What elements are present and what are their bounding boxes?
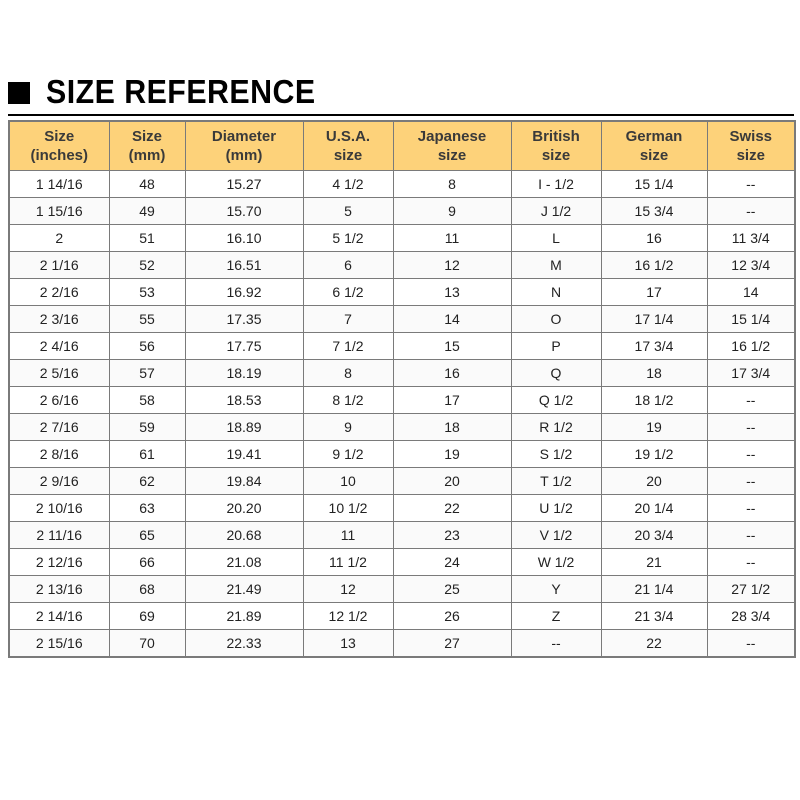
table-cell: 1 14/16	[9, 171, 109, 198]
column-header-line: size	[541, 147, 571, 164]
table-cell: 2 6/16	[9, 387, 109, 414]
table-cell: R 1/2	[511, 414, 601, 441]
table-row	[9, 198, 795, 225]
table-cell: 58	[109, 387, 185, 414]
table-row	[9, 441, 795, 468]
table-cell: 7	[303, 306, 393, 333]
page-title: SIZE REFERENCE	[46, 73, 316, 110]
table-cell: 16.51	[185, 252, 303, 279]
table-cell: 65	[109, 522, 185, 549]
table-cell: 7 1/2	[303, 333, 393, 360]
table-cell: --	[707, 495, 795, 522]
table-cell: 2 2/16	[9, 279, 109, 306]
table-cell: 69	[109, 603, 185, 630]
table-cell: 9	[303, 414, 393, 441]
table-cell: 59	[109, 414, 185, 441]
table-cell: 22	[601, 630, 707, 658]
table-cell: 55	[109, 306, 185, 333]
table-cell: 2 14/16	[9, 603, 109, 630]
table-cell: 14	[707, 279, 795, 306]
table-row	[9, 252, 795, 279]
table-row	[9, 279, 795, 306]
table-cell: 14	[393, 306, 511, 333]
table-cell: U 1/2	[511, 495, 601, 522]
table-cell: M	[511, 252, 601, 279]
table-cell: 56	[109, 333, 185, 360]
table-cell: 4 1/2	[303, 171, 393, 198]
table-cell: Y	[511, 576, 601, 603]
table-cell: 16 1/2	[707, 333, 795, 360]
table-cell: 18.89	[185, 414, 303, 441]
table-cell: 52	[109, 252, 185, 279]
table-cell: 27	[393, 630, 511, 658]
table-cell: 21	[601, 549, 707, 576]
column-header-line: (mm)	[128, 147, 166, 164]
table-row	[9, 225, 795, 252]
table-row	[9, 630, 795, 658]
table-cell: --	[707, 522, 795, 549]
table-cell: 22.33	[185, 630, 303, 658]
table-cell: 6 1/2	[303, 279, 393, 306]
table-cell: 2 12/16	[9, 549, 109, 576]
table-cell: 11 1/2	[303, 549, 393, 576]
table-cell: 15	[393, 333, 511, 360]
table-cell: 51	[109, 225, 185, 252]
table-cell: 17.35	[185, 306, 303, 333]
column-header-line: U.S.A.	[325, 128, 371, 145]
table-cell: 2 9/16	[9, 468, 109, 495]
table-cell: 17	[601, 279, 707, 306]
table-cell: 15 3/4	[601, 198, 707, 225]
column-header	[109, 121, 185, 171]
ring-size-table	[8, 120, 796, 658]
table-cell: Q	[511, 360, 601, 387]
table-cell: 16	[393, 360, 511, 387]
table-cell: 26	[393, 603, 511, 630]
table-cell: 20	[393, 468, 511, 495]
column-header-line: Japanese	[417, 128, 487, 145]
table-cell: 20 1/4	[601, 495, 707, 522]
table-cell: 18.53	[185, 387, 303, 414]
table-cell: 6	[303, 252, 393, 279]
table-cell: 2 3/16	[9, 306, 109, 333]
table-cell: 17 3/4	[707, 360, 795, 387]
table-cell: --	[707, 171, 795, 198]
table-cell: --	[707, 549, 795, 576]
table-cell: 12 3/4	[707, 252, 795, 279]
table-row	[9, 522, 795, 549]
table-cell: 19.84	[185, 468, 303, 495]
table-row	[9, 549, 795, 576]
table-cell: 19	[393, 441, 511, 468]
table-cell: 17	[393, 387, 511, 414]
table-cell: --	[707, 441, 795, 468]
table-cell: --	[707, 198, 795, 225]
header-row	[9, 121, 795, 171]
column-header-line: German	[625, 128, 683, 145]
table-cell: 57	[109, 360, 185, 387]
table-cell: 17 1/4	[601, 306, 707, 333]
column-header-line: Diameter	[211, 128, 277, 145]
table-cell: 2 5/16	[9, 360, 109, 387]
table-cell: 27 1/2	[707, 576, 795, 603]
table-cell: 5 1/2	[303, 225, 393, 252]
table-cell: 2 1/16	[9, 252, 109, 279]
table-cell: W 1/2	[511, 549, 601, 576]
table-cell: 21 1/4	[601, 576, 707, 603]
table-cell: 22	[393, 495, 511, 522]
table-cell: 18	[601, 360, 707, 387]
table-cell: 17.75	[185, 333, 303, 360]
column-header-line: Swiss	[729, 128, 773, 145]
table-cell: N	[511, 279, 601, 306]
table-row	[9, 306, 795, 333]
table-cell: --	[707, 387, 795, 414]
table-row	[9, 576, 795, 603]
column-header-line: Size	[131, 128, 162, 145]
table-cell: Z	[511, 603, 601, 630]
table-cell: 16 1/2	[601, 252, 707, 279]
table-cell: 19.41	[185, 441, 303, 468]
column-header-line: size	[736, 147, 765, 164]
table-cell: 11	[303, 522, 393, 549]
column-header	[707, 121, 795, 171]
column-header	[601, 121, 707, 171]
table-cell: 53	[109, 279, 185, 306]
table-cell: 9	[393, 198, 511, 225]
table-cell: 2	[9, 225, 109, 252]
table-body	[9, 171, 795, 658]
table-cell: --	[707, 630, 795, 658]
table-cell: 21.08	[185, 549, 303, 576]
table-cell: 17 3/4	[601, 333, 707, 360]
table-cell: 8	[303, 360, 393, 387]
table-cell: --	[707, 468, 795, 495]
column-header	[185, 121, 303, 171]
table-cell: 8	[393, 171, 511, 198]
table-cell: 2 8/16	[9, 441, 109, 468]
table-cell: 12 1/2	[303, 603, 393, 630]
column-header	[9, 121, 109, 171]
column-header-line: size	[437, 147, 467, 164]
table-cell: 15.27	[185, 171, 303, 198]
table-cell: 10	[303, 468, 393, 495]
column-header	[511, 121, 601, 171]
table-row	[9, 333, 795, 360]
table-cell: 61	[109, 441, 185, 468]
table-cell: 19	[601, 414, 707, 441]
table-cell: 8 1/2	[303, 387, 393, 414]
table-cell: 2 11/16	[9, 522, 109, 549]
table-cell: 10 1/2	[303, 495, 393, 522]
table-cell: 15 1/4	[707, 306, 795, 333]
table-cell: 11	[393, 225, 511, 252]
table-cell: 2 15/16	[9, 630, 109, 658]
table-cell: 2 7/16	[9, 414, 109, 441]
column-header-line: size	[639, 147, 669, 164]
table-cell: 66	[109, 549, 185, 576]
table-cell: 19 1/2	[601, 441, 707, 468]
table-cell: 25	[393, 576, 511, 603]
table-row	[9, 603, 795, 630]
table-cell: 15 1/4	[601, 171, 707, 198]
table-cell: O	[511, 306, 601, 333]
column-header-line: Size	[44, 128, 75, 145]
table-cell: 20.20	[185, 495, 303, 522]
table-row	[9, 387, 795, 414]
table-cell: 68	[109, 576, 185, 603]
table-cell: 12	[303, 576, 393, 603]
table-cell: 63	[109, 495, 185, 522]
table-cell: 16.10	[185, 225, 303, 252]
column-header-line: (inches)	[30, 147, 88, 164]
table-cell: 20.68	[185, 522, 303, 549]
title-bar	[8, 72, 794, 116]
table-cell: 15.70	[185, 198, 303, 225]
table-cell: 5	[303, 198, 393, 225]
table-cell: S 1/2	[511, 441, 601, 468]
table-cell: 2 13/16	[9, 576, 109, 603]
table-cell: 18 1/2	[601, 387, 707, 414]
table-cell: 20	[601, 468, 707, 495]
table-cell: 12	[393, 252, 511, 279]
table-cell: 1 15/16	[9, 198, 109, 225]
column-header-line: size	[333, 147, 363, 164]
column-header	[303, 121, 393, 171]
table-cell: 49	[109, 198, 185, 225]
table-cell: 48	[109, 171, 185, 198]
table-row	[9, 495, 795, 522]
table-cell: 11 3/4	[707, 225, 795, 252]
table-row	[9, 360, 795, 387]
table-cell: 2 10/16	[9, 495, 109, 522]
table-cell: 13	[303, 630, 393, 658]
table-cell: 62	[109, 468, 185, 495]
square-bullet-icon	[8, 82, 30, 104]
table-cell: 18	[393, 414, 511, 441]
table-cell: --	[511, 630, 601, 658]
table-cell: 70	[109, 630, 185, 658]
column-header	[393, 121, 511, 171]
table-cell: 13	[393, 279, 511, 306]
table-row	[9, 468, 795, 495]
table-cell: 16	[601, 225, 707, 252]
column-header-line: British	[532, 128, 580, 145]
table-cell: V 1/2	[511, 522, 601, 549]
table-cell: L	[511, 225, 601, 252]
table-cell: 21 3/4	[601, 603, 707, 630]
table-row	[9, 171, 795, 198]
table-cell: 23	[393, 522, 511, 549]
table-cell: Q 1/2	[511, 387, 601, 414]
table-cell: 21.49	[185, 576, 303, 603]
table-cell: 21.89	[185, 603, 303, 630]
table-cell: 2 4/16	[9, 333, 109, 360]
table-cell: 9 1/2	[303, 441, 393, 468]
table-cell: --	[707, 414, 795, 441]
table-cell: P	[511, 333, 601, 360]
column-header-line: (mm)	[225, 147, 263, 164]
table-cell: J 1/2	[511, 198, 601, 225]
table-cell: 16.92	[185, 279, 303, 306]
table-row	[9, 414, 795, 441]
table-cell: 24	[393, 549, 511, 576]
table-cell: I - 1/2	[511, 171, 601, 198]
table-cell: 20 3/4	[601, 522, 707, 549]
table-cell: 28 3/4	[707, 603, 795, 630]
table-cell: T 1/2	[511, 468, 601, 495]
table-cell: 18.19	[185, 360, 303, 387]
